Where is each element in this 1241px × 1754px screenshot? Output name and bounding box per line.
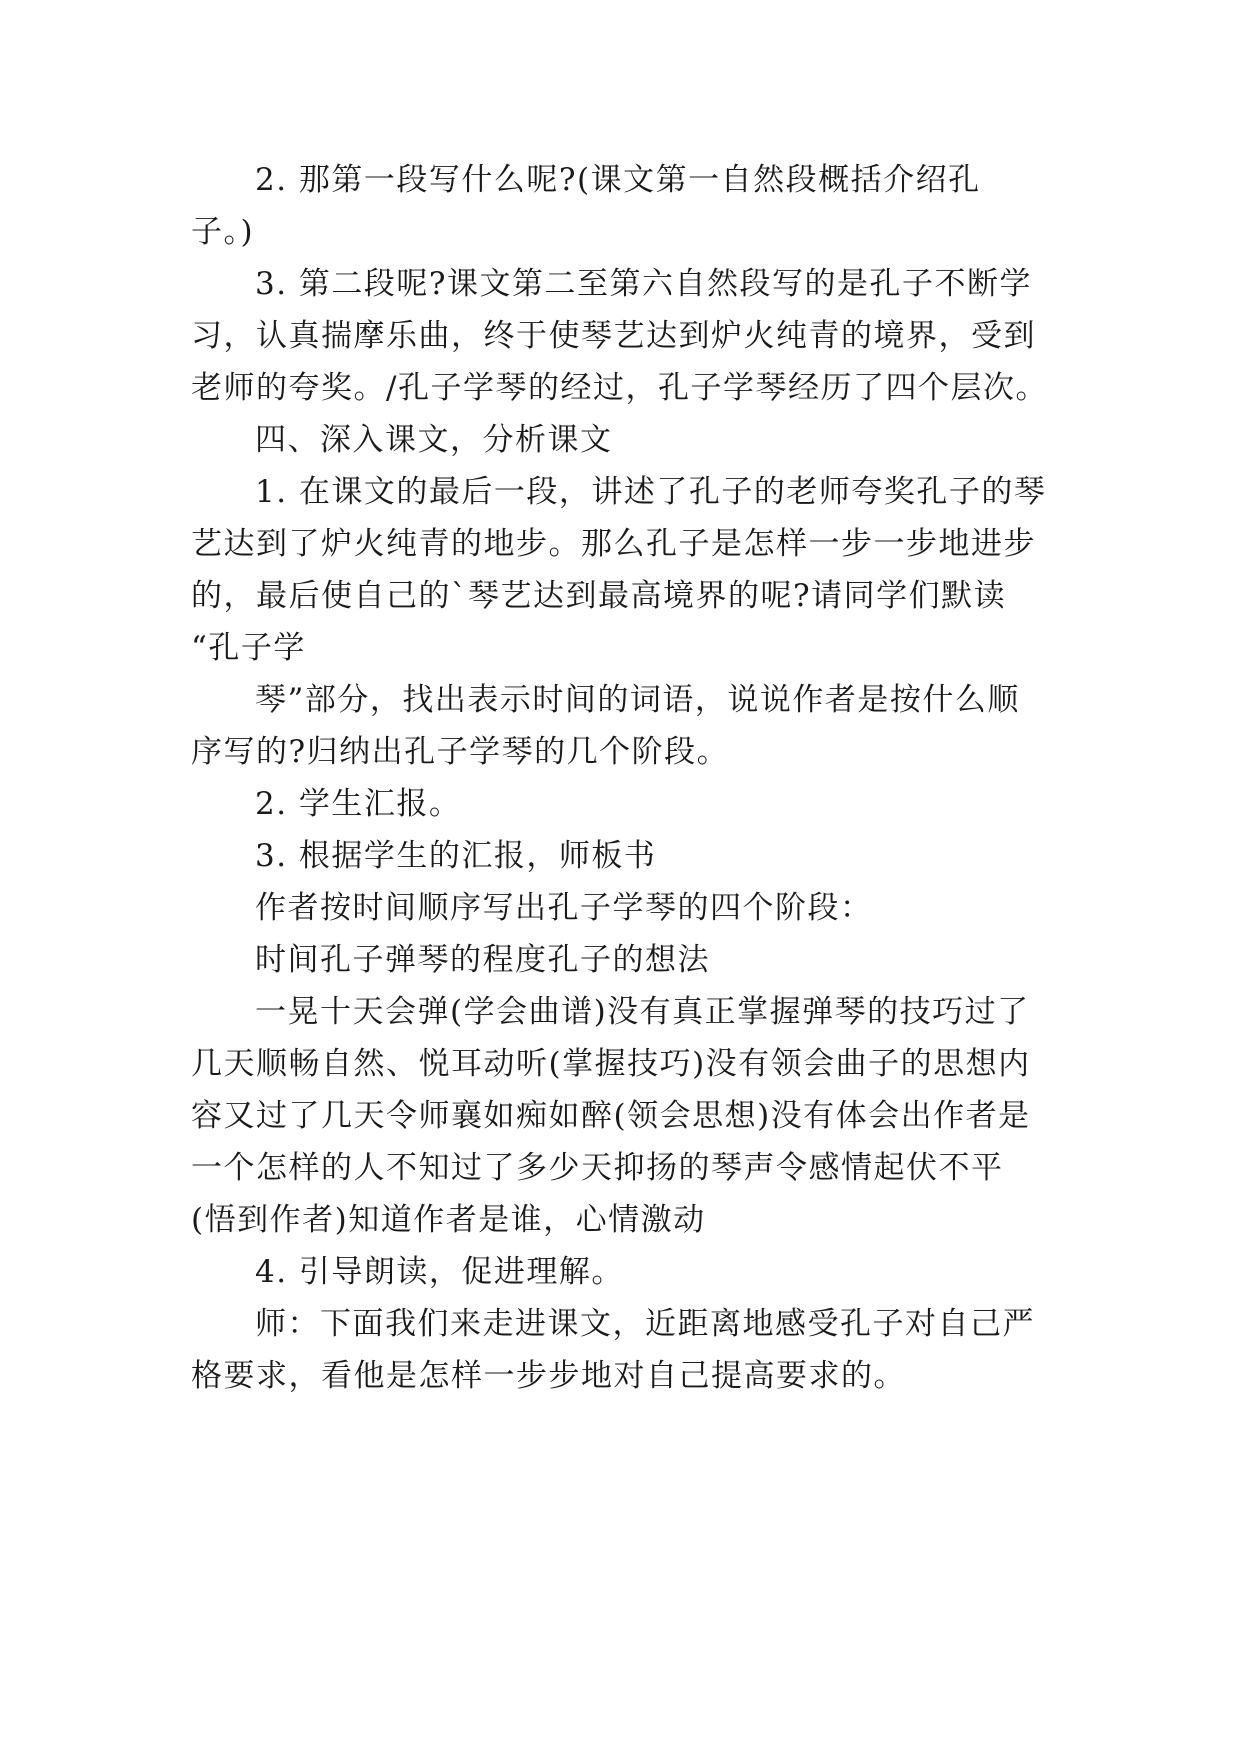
item-1-line-4: “孔子学 [191, 630, 306, 666]
paragraph-2-line-1: 2. 那第一段写什么呢?(课文第一自然段概括介绍孔 [255, 162, 981, 198]
item-1-line-5: 琴”部分，找出表示时间的词语，说说作者是按什么顺 [255, 682, 1020, 718]
board-content-line-4: 一个怎样的人不知过了多少天抑扬的琴声令感情起伏不平 [191, 1150, 1004, 1186]
teacher-line-2: 格要求，看他是怎样一步步地对自己提高要求的。 [191, 1358, 906, 1394]
item-2-line: 2. 学生汇报。 [255, 786, 462, 822]
item-1-line-1: 1. 在课文的最后一段，讲述了孔子的老师夸奖孔子的琴 [255, 474, 1047, 510]
item-1-line-6: 序写的?归纳出孔子学琴的几个阶段。 [191, 734, 730, 770]
paragraph-2-line-2: 子。) [191, 214, 255, 250]
board-content-line-3: 容又过了几天令师襄如痴如醉(领会思想)没有体会出作者是 [191, 1098, 1031, 1134]
item-4-line: 4. 引导朗读，促进理解。 [255, 1254, 624, 1290]
item-3-line: 3. 根据学生的汇报，师板书 [255, 838, 657, 874]
item-1-line-3: 的，最后使自己的`琴艺达到最高境界的呢?请同学们默读 [191, 578, 1007, 614]
board-header-line: 时间孔子弹琴的程度孔子的想法 [255, 942, 710, 978]
board-content-line-5: (悟到作者)知道作者是谁，心情激动 [191, 1202, 706, 1238]
teacher-line-1: 师：下面我们来走进课文，近距离地感受孔子对自己严 [255, 1306, 1035, 1342]
paragraph-3-line-3: 老师的夸奖。/孔子学琴的经过，孔子学琴经历了四个层次。 [191, 370, 1048, 406]
paragraph-3-line-1: 3. 第二段呢?课文第二至第六自然段写的是孔子不断学 [255, 266, 1033, 302]
board-summary-line: 作者按时间顺序写出孔子学琴的四个阶段： [255, 890, 873, 926]
section-heading-4: 四、深入课文，分析课文 [255, 422, 613, 458]
board-content-line-2: 几天顺畅自然、悦耳动听(掌握技巧)没有领会曲子的思想内 [191, 1046, 1031, 1082]
paragraph-3-line-2: 习，认真揣摩乐曲，终于使琴艺达到炉火纯青的境界，受到 [191, 318, 1036, 354]
item-1-line-2: 艺达到了炉火纯青的地步。那么孔子是怎样一步一步地进步 [191, 526, 1036, 562]
board-content-line-1: 一晃十天会弹(学会曲谱)没有真正掌握弹琴的技巧过了 [255, 994, 1030, 1030]
